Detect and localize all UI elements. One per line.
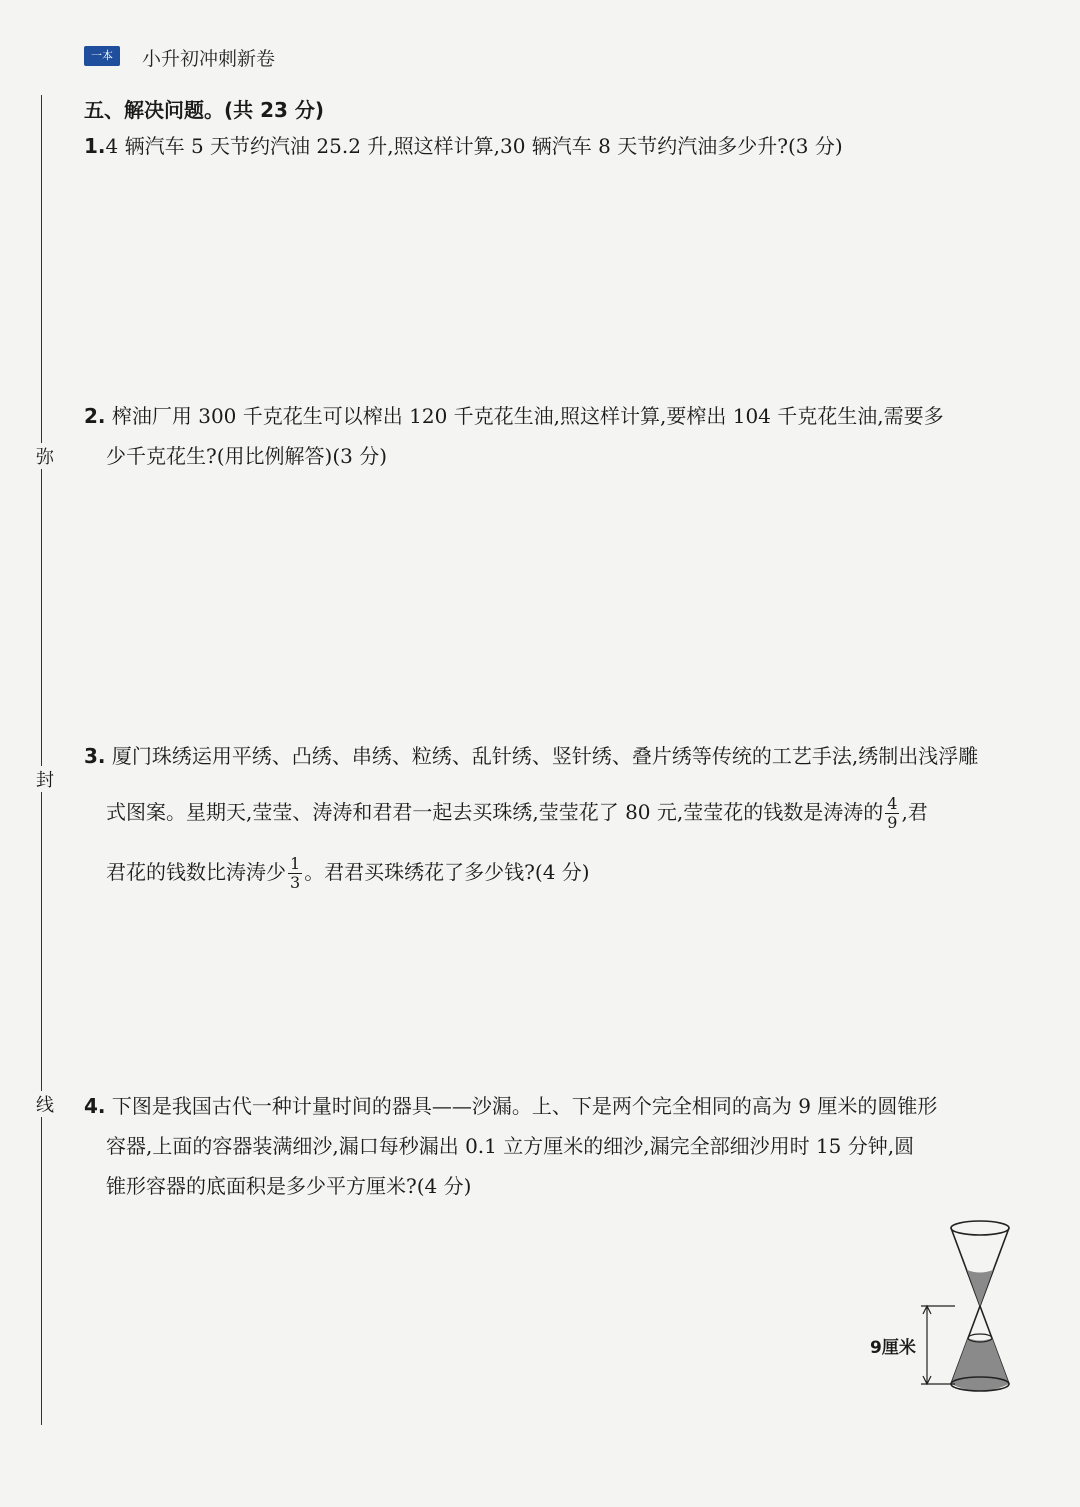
question-text-line: 下图是我国古代一种计量时间的器具——沙漏。上、下是两个完全相同的高为 9 厘米的圆锥形: [111, 1094, 938, 1118]
top-sand: [967, 1270, 993, 1306]
question-text-line: 锥形容器的底面积是多少平方厘米?(4 分): [106, 1174, 472, 1198]
question-number: 3.: [84, 744, 106, 768]
question-2: [84, 396, 1024, 476]
binding-char-mi: 弥: [33, 443, 57, 469]
question-text-line: 少千克花生?(用比例解答)(3 分): [106, 444, 388, 468]
question-4: [84, 1086, 1024, 1206]
question-text-line: ,君: [901, 800, 928, 824]
question-3: [84, 736, 1024, 900]
question-text-line: 容器,上面的容器装满细沙,漏口每秒漏出 0.1 立方厘米的细沙,漏完全部细沙用时 15 分钟,圆: [106, 1134, 915, 1158]
question-1: [84, 126, 1024, 166]
bottom-sand: [951, 1338, 1009, 1391]
binding-char-xian: 线: [33, 1091, 57, 1117]
question-text-line: 厦门珠绣运用平绣、凸绣、串绣、粒绣、乱针绣、竖针绣、叠片绣等传统的工艺手法,绣制出浅浮雕: [111, 744, 979, 768]
binding-char-feng: 封: [33, 766, 57, 792]
question-text-line: 式图案。星期天,莹莹、涛涛和君君一起去买珠绣,莹莹花了 80 元,莹莹花的钱数是涛涛的: [106, 800, 884, 824]
question-number: 4.: [84, 1094, 106, 1118]
question-number: 2.: [84, 404, 106, 428]
fraction-denominator: 3: [290, 873, 301, 892]
fraction-numerator: 4: [887, 794, 898, 813]
hourglass-figure: [915, 1218, 1015, 1398]
binding-line: [41, 95, 42, 1425]
fraction: [288, 855, 302, 892]
question-text-line: 君花的钱数比涛涛少: [106, 860, 286, 884]
header-title: 小升初冲刺新卷: [142, 48, 276, 70]
fraction: [885, 795, 899, 832]
height-label: 9厘米: [870, 1338, 916, 1358]
brand-logo: 一本: [84, 46, 120, 66]
fraction-numerator: 1: [290, 854, 301, 873]
question-text-line: 。君君买珠绣花了多少钱?(4 分): [304, 860, 590, 884]
question-text-line: 榨油厂用 300 千克花生可以榨出 120 千克花生油,照这样计算,要榨出 104 千克花生油,需要多: [111, 404, 944, 428]
question-text: 4 辆汽车 5 天节约汽油 25.2 升,照这样计算,30 辆汽车 8 天节约汽油多少升?(3 分): [105, 134, 843, 158]
section-heading: 五、解决问题。(共 23 分): [84, 98, 325, 122]
question-number: 1.: [84, 134, 106, 158]
fraction-denominator: 9: [887, 813, 898, 832]
